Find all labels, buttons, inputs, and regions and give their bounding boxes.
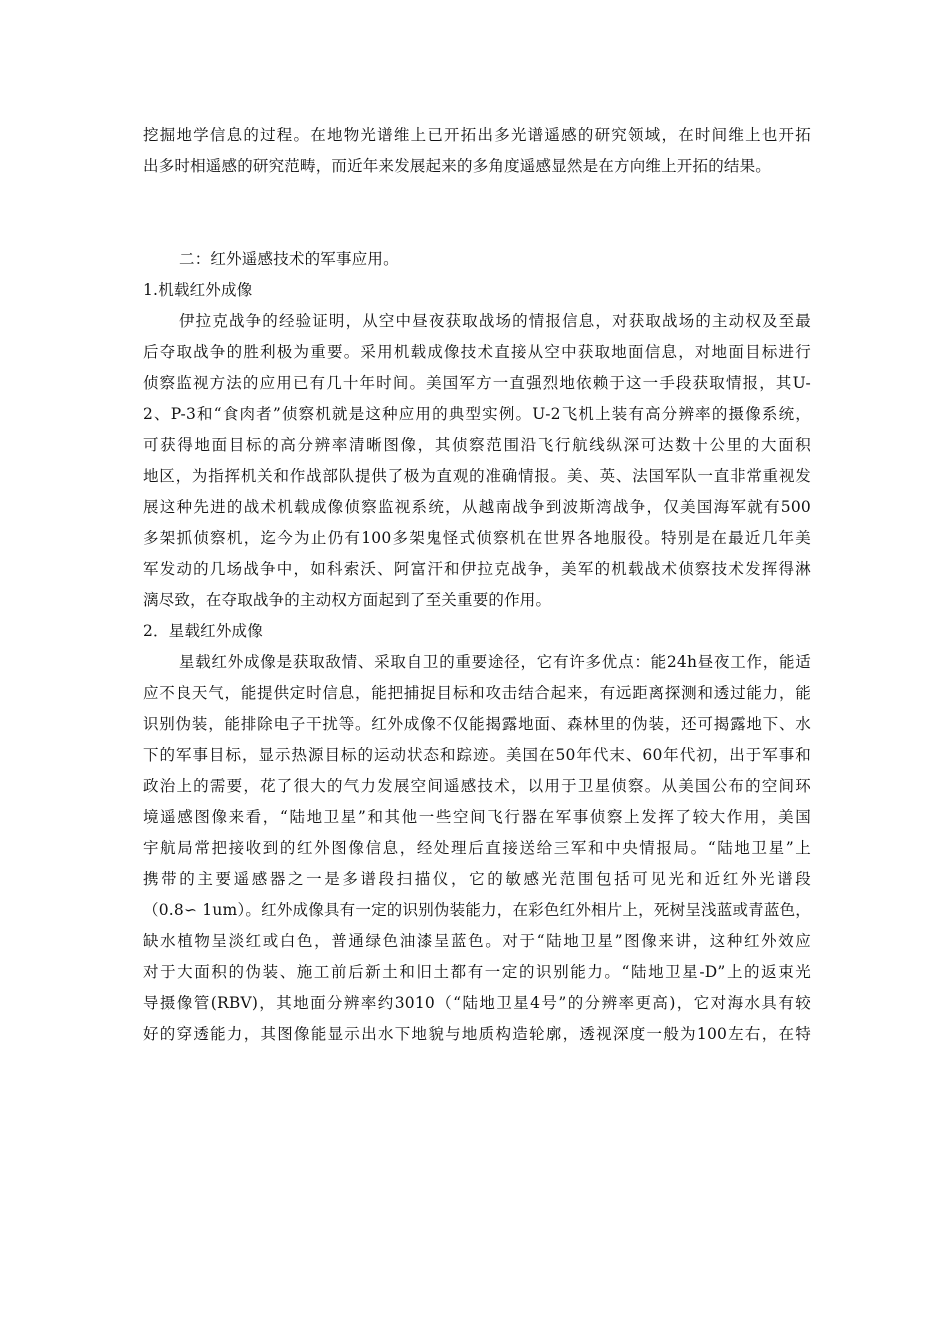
text-line: 好的穿透能力，其图像能显示出水下地貌与地质构造轮廓，透视深度一般为100左右，在特: [143, 1025, 811, 1043]
text-line: 2、P-3和“食肉者”侦察机就是这种应用的典型实例。U-2飞机上装有高分辨率的摄像系统，: [143, 405, 811, 423]
text-line: 可获得地面目标的高分辨率清晰图像，其侦察范围沿飞行航线纵深可达数十公里的大面积: [143, 436, 811, 454]
text-line: 展这种先进的战术机载成像侦察监视系统，从越南战争到波斯湾战争，仅美国海军就有500: [143, 498, 811, 516]
text-line: 携带的主要遥感器之一是多谱段扫描仪，它的敏感光范围包括可见光和近红外光谱段: [143, 870, 811, 888]
section-title: 二：红外遥感技术的军事应用。: [179, 250, 399, 268]
text-line: 挖掘地学信息的过程。在地物光谱维上已开拓出多光谱遥感的研究领域，在时间维上也开拓: [143, 126, 811, 144]
text-line: （0.8∽ 1um）。红外成像具有一定的识别伪装能力，在彩色红外相片上，死树呈浅蓝或青蓝色，: [143, 901, 811, 919]
text-line: 军发动的几场战争中，如科索沃、阿富汗和伊拉克战争，美军的机载战术侦察技术发挥得淋: [143, 560, 811, 578]
item-heading-airborne: 1.机载红外成像: [143, 281, 253, 299]
text-line: 政治上的需要，花了很大的气力发展空间遥感技术，以用于卫星侦察。从美国公布的空间环: [143, 777, 811, 795]
item-heading-spaceborne: 2．星载红外成像: [143, 622, 263, 640]
text-line: 伊拉克战争的经验证明，从空中昼夜获取战场的情报信息，对获取战场的主动权及至最: [179, 312, 811, 330]
airborne-paragraph: [143, 306, 811, 616]
document-body: [143, 120, 811, 1050]
text-line: 宇航局常把接收到的红外图像信息，经处理后直接送给三军和中央情报局。“陆地卫星”上: [143, 839, 811, 857]
text-line: 导摄像管(RBV)，其地面分辨率约3010（“陆地卫星4号”的分辨率更高)，它对海水具有较: [143, 994, 811, 1012]
paragraph-gap: [143, 182, 811, 244]
text-line: 漓尽致，在夺取战争的主动权方面起到了至关重要的作用。: [143, 591, 552, 609]
text-line: 星载红外成像是获取敌情、采取自卫的重要途径，它有许多优点：能24h昼夜工作，能适: [179, 653, 811, 671]
text-line: 应不良天气，能提供定时信息，能把捕捉目标和攻击结合起来，有远距离探测和透过能力，能: [143, 684, 811, 702]
text-line: 出多时相遥感的研究范畴，而近年来发展起来的多角度遥感显然是在方向维上开拓的结果。: [143, 157, 772, 175]
intro-paragraph: [143, 120, 811, 182]
spaceborne-paragraph: [143, 647, 811, 1050]
text-line: 缺水植物呈淡红或白色，普通绿色油漆呈蓝色。对于“陆地卫星”图像来讲，这种红外效应: [143, 932, 811, 950]
text-line: 下的军事目标，显示热源目标的运动状态和踪迹。美国在50年代末、60年代初，出于军事和: [143, 746, 811, 764]
text-line: 对于大面积的伪装、施工前后新土和旧土都有一定的识别能力。“陆地卫星-D”上的返束光: [143, 963, 811, 981]
text-line: 地区，为指挥机关和作战部队提供了极为直观的准确情报。美、英、法国军队一直非常重视发: [143, 467, 811, 485]
text-line: 侦察监视方法的应用已有几十年时间。美国军方一直强烈地依赖于这一手段获取情报，其U-: [143, 374, 811, 392]
text-line: 境遥感图像来看，“陆地卫星”和其他一些空间飞行器在军事侦察上发挥了较大作用，美国: [143, 808, 811, 826]
text-line: 后夺取战争的胜利极为重要。采用机载成像技术直接从空中获取地面信息，对地面目标进行: [143, 343, 811, 361]
text-line: 识别伪装，能排除电子干扰等。红外成像不仅能揭露地面、森林里的伪装，还可揭露地下、水: [143, 715, 811, 733]
text-line: 多架抓侦察机，迄今为止仍有100多架鬼怪式侦察机在世界各地服役。特别是在最近几年美: [143, 529, 811, 547]
